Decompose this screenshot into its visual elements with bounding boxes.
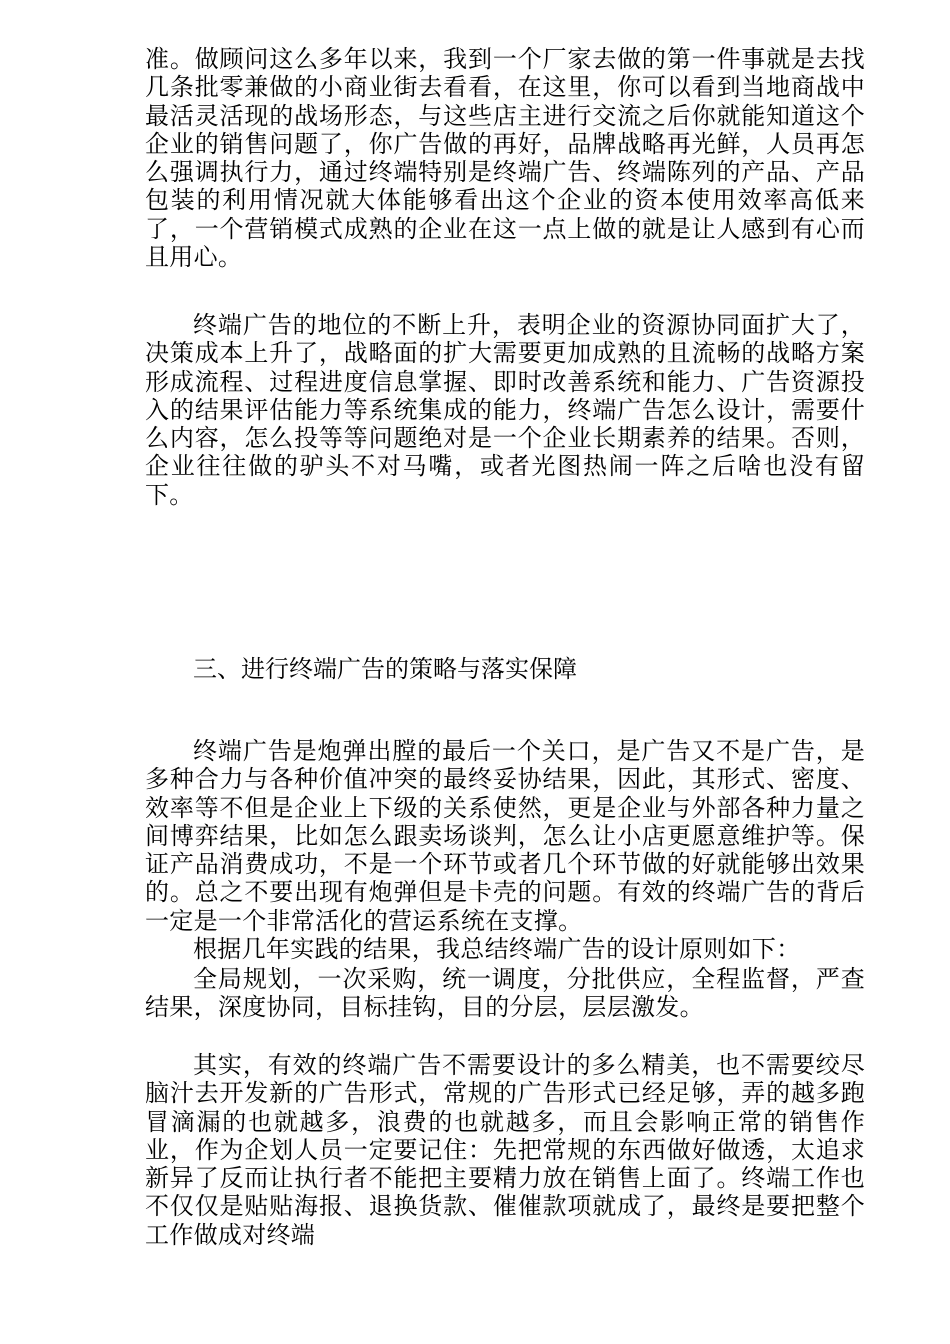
paragraph-design-principles: 全局规划，一次采购，统一调度，分批供应，全程监督，严查结果，深度协同，目标挂钩，目的分层，层层激发。 <box>145 965 865 1022</box>
section-heading: 三、进行终端广告的策略与落实保障 <box>193 655 577 683</box>
paragraph-design-principles-intro: 根据几年实践的结果，我总结终端广告的设计原则如下： <box>193 935 801 963</box>
paragraph-effective-terminal-ads: 其实，有效的终端广告不需要设计的多么精美，也不需要绞尽脑汁去开发新的广告形式，常规的广告形式已经足够，弄的越多跑冒滴漏的也就越多，浪费的也就越多，而且会影响正常的销售作业，作为企划人员一定要记住：先把常规的东西做好做透，太追求新异了反而让执行者不能把主要精力放在销售上面了。终端工作也不仅仅是贴贴海报、退换货款、催催款项就成了，最终是要把整个工作做成对终端 <box>145 1051 865 1249</box>
paragraph-terminal-ad-last-gate: 终端广告是炮弹出膛的最后一个关口，是广告又不是广告，是多种合力与各种价值冲突的最终妥协结果，因此，其形式、密度、效率等不但是企业上下级的关系使然，更是企业与外部各种力量之间博弈结果，比如怎么跟卖场谈判，怎么让小店更愿意维护等。保证产品消费成功，不是一个环节或者几个环节做的好就能够出效果的。总之不要出现有炮弹但是卡壳的问题。有效的终端广告的背后一定是一个非常活化的营运系统在支撑。 <box>145 737 865 935</box>
paragraph-continuation: 准。做顾问这么多年以来，我到一个厂家去做的第一件事就是去找几条批零兼做的小商业街去看看，在这里，你可以看到当地商战中最活灵活现的战场形态，与这些店主进行交流之后你就能知道这个企业的销售问题了，你广告做的再好，品牌战略再光鲜，人员再怎么强调执行力，通过终端特别是终端广告、终端陈列的产品、产品包装的利用情况就大体能够看出这个企业的资本使用效率高低来了，一个营销模式成熟的企业在这一点上做的就是让人感到有心而且用心。 <box>145 45 865 272</box>
paragraph-terminal-ad-status: 终端广告的地位的不断上升，表明企业的资源协同面扩大了，决策成本上升了，战略面的扩大需要更加成熟的且流畅的战略方案形成流程、过程进度信息掌握、即时改善系统和能力、广告资源投入的结果评估能力等系统集成的能力，终端广告怎么设计，需要什么内容，怎么投等等问题绝对是一个企业长期素养的结果。否则，企业往往做的驴头不对马嘴，或者光图热闹一阵之后啥也没有留下。 <box>145 311 865 509</box>
